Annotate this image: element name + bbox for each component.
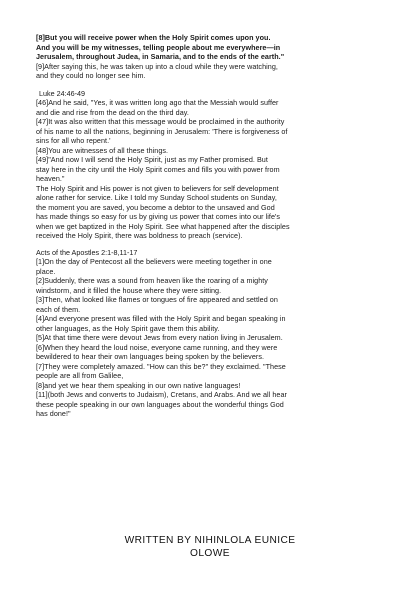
author-credit: [0, 535, 420, 560]
text-line: has made things so easy for us by giving us power that comes into our life's: [36, 212, 281, 221]
text-line: The Holy Spirit and His power is not given to believers for self development: [36, 183, 279, 193]
text-line: stay here in the city until the Holy Spirit comes and fills you with power from: [36, 164, 280, 174]
text-line: Jerusalem, throughout Judea, in Samaria, and to the ends of the earth.": [36, 52, 285, 61]
text-line: these people speaking in our own languages about the wonderful things God: [36, 399, 284, 409]
text-line: [4]And everyone present was filled with the Holy Spirit and began speaking in: [36, 314, 286, 323]
author-line: WRITTEN BY NIHINLOLA EUNICE: [124, 535, 296, 546]
luke-reference: Luke 24:46-49: [39, 88, 85, 98]
text-line: and die and rise from the dead on the third day.: [36, 107, 189, 117]
text-line: bewildered to hear their own languages being spoken by the believers.: [36, 352, 265, 361]
text-line: windstorm, and it filled the house where they were sitting.: [36, 285, 222, 295]
text-line: [1]On the day of Pentecost all the believers were meeting together in one: [36, 257, 272, 266]
acts-2-passage: [36, 257, 386, 419]
acts-1-9-passage: [36, 62, 386, 81]
text-line: [9]After saying this, he was taken up into a cloud while they were watching,: [36, 61, 278, 71]
text-line: [11](both Jews and converts to Judaism), Cretans, and Arabs. And we all hear: [36, 390, 287, 399]
text-line: [49]"And now I will send the Holy Spirit, just as my Father promised. But: [36, 155, 268, 164]
text-line: [7]They were completely amazed. "How can this be?" they exclaimed. "These: [36, 361, 286, 371]
acts-1-8-passage: [36, 33, 386, 62]
text-line: [6]When they heard the loud noise, everyone came running, and they were: [36, 342, 278, 352]
text-line: received the Holy Spirit, there was boldness to preach (service).: [36, 231, 243, 240]
text-line: [46]And he said, "Yes, it was written long ago that the Messiah would suffer: [36, 98, 279, 107]
text-line: And you will be my witnesses, telling people about me everywhere—in: [36, 42, 281, 52]
author-line: OLOWE: [190, 547, 230, 559]
document-body: [36, 33, 386, 419]
text-line: the moment you are saved, you become a debtor to the unsaved and God: [36, 202, 275, 212]
acts-2-reference: Acts of the Apostles 2:1-8,11-17: [36, 247, 138, 257]
text-line: [5]At that time there were devout Jews from every nation living in Jerusalem.: [36, 333, 283, 342]
text-line: heaven.": [36, 174, 65, 183]
text-line: [47]It was also written that this message would be proclaimed in the authority: [36, 117, 285, 126]
text-line: of his name to all the nations, beginning in Jerusalem: 'There is forgiveness of: [36, 126, 288, 136]
text-line: [3]Then, what looked like flames or tongues of fire appeared and settled on: [36, 295, 278, 304]
text-line: [48]You are witnesses of all these things.: [36, 145, 169, 155]
text-line: sins for all who repent.': [36, 136, 111, 145]
text-line: when we get baptized in the Holy Spirit. See what happened after the disciples: [36, 221, 290, 231]
text-line: other languages, as the Holy Spirit gave them this ability.: [36, 323, 220, 333]
text-line: each of them.: [36, 304, 81, 314]
text-line: [2]Suddenly, there was a sound from heaven like the roaring of a mighty: [36, 276, 268, 285]
text-line: [8]and yet we hear them speaking in our own native languages!: [36, 380, 241, 390]
text-line: people are all from Galilee,: [36, 371, 124, 380]
luke-passage: [36, 98, 386, 184]
text-line: alone rather for service. Like I told my Sunday School students on Sunday,: [36, 193, 277, 202]
text-line: place.: [36, 266, 56, 276]
commentary-paragraph: [36, 184, 386, 241]
text-line: has done!": [36, 409, 71, 418]
text-line: and they could no longer see him.: [36, 71, 146, 80]
text-line: [8]But you will receive power when the Holy Spirit comes upon you.: [36, 33, 271, 42]
